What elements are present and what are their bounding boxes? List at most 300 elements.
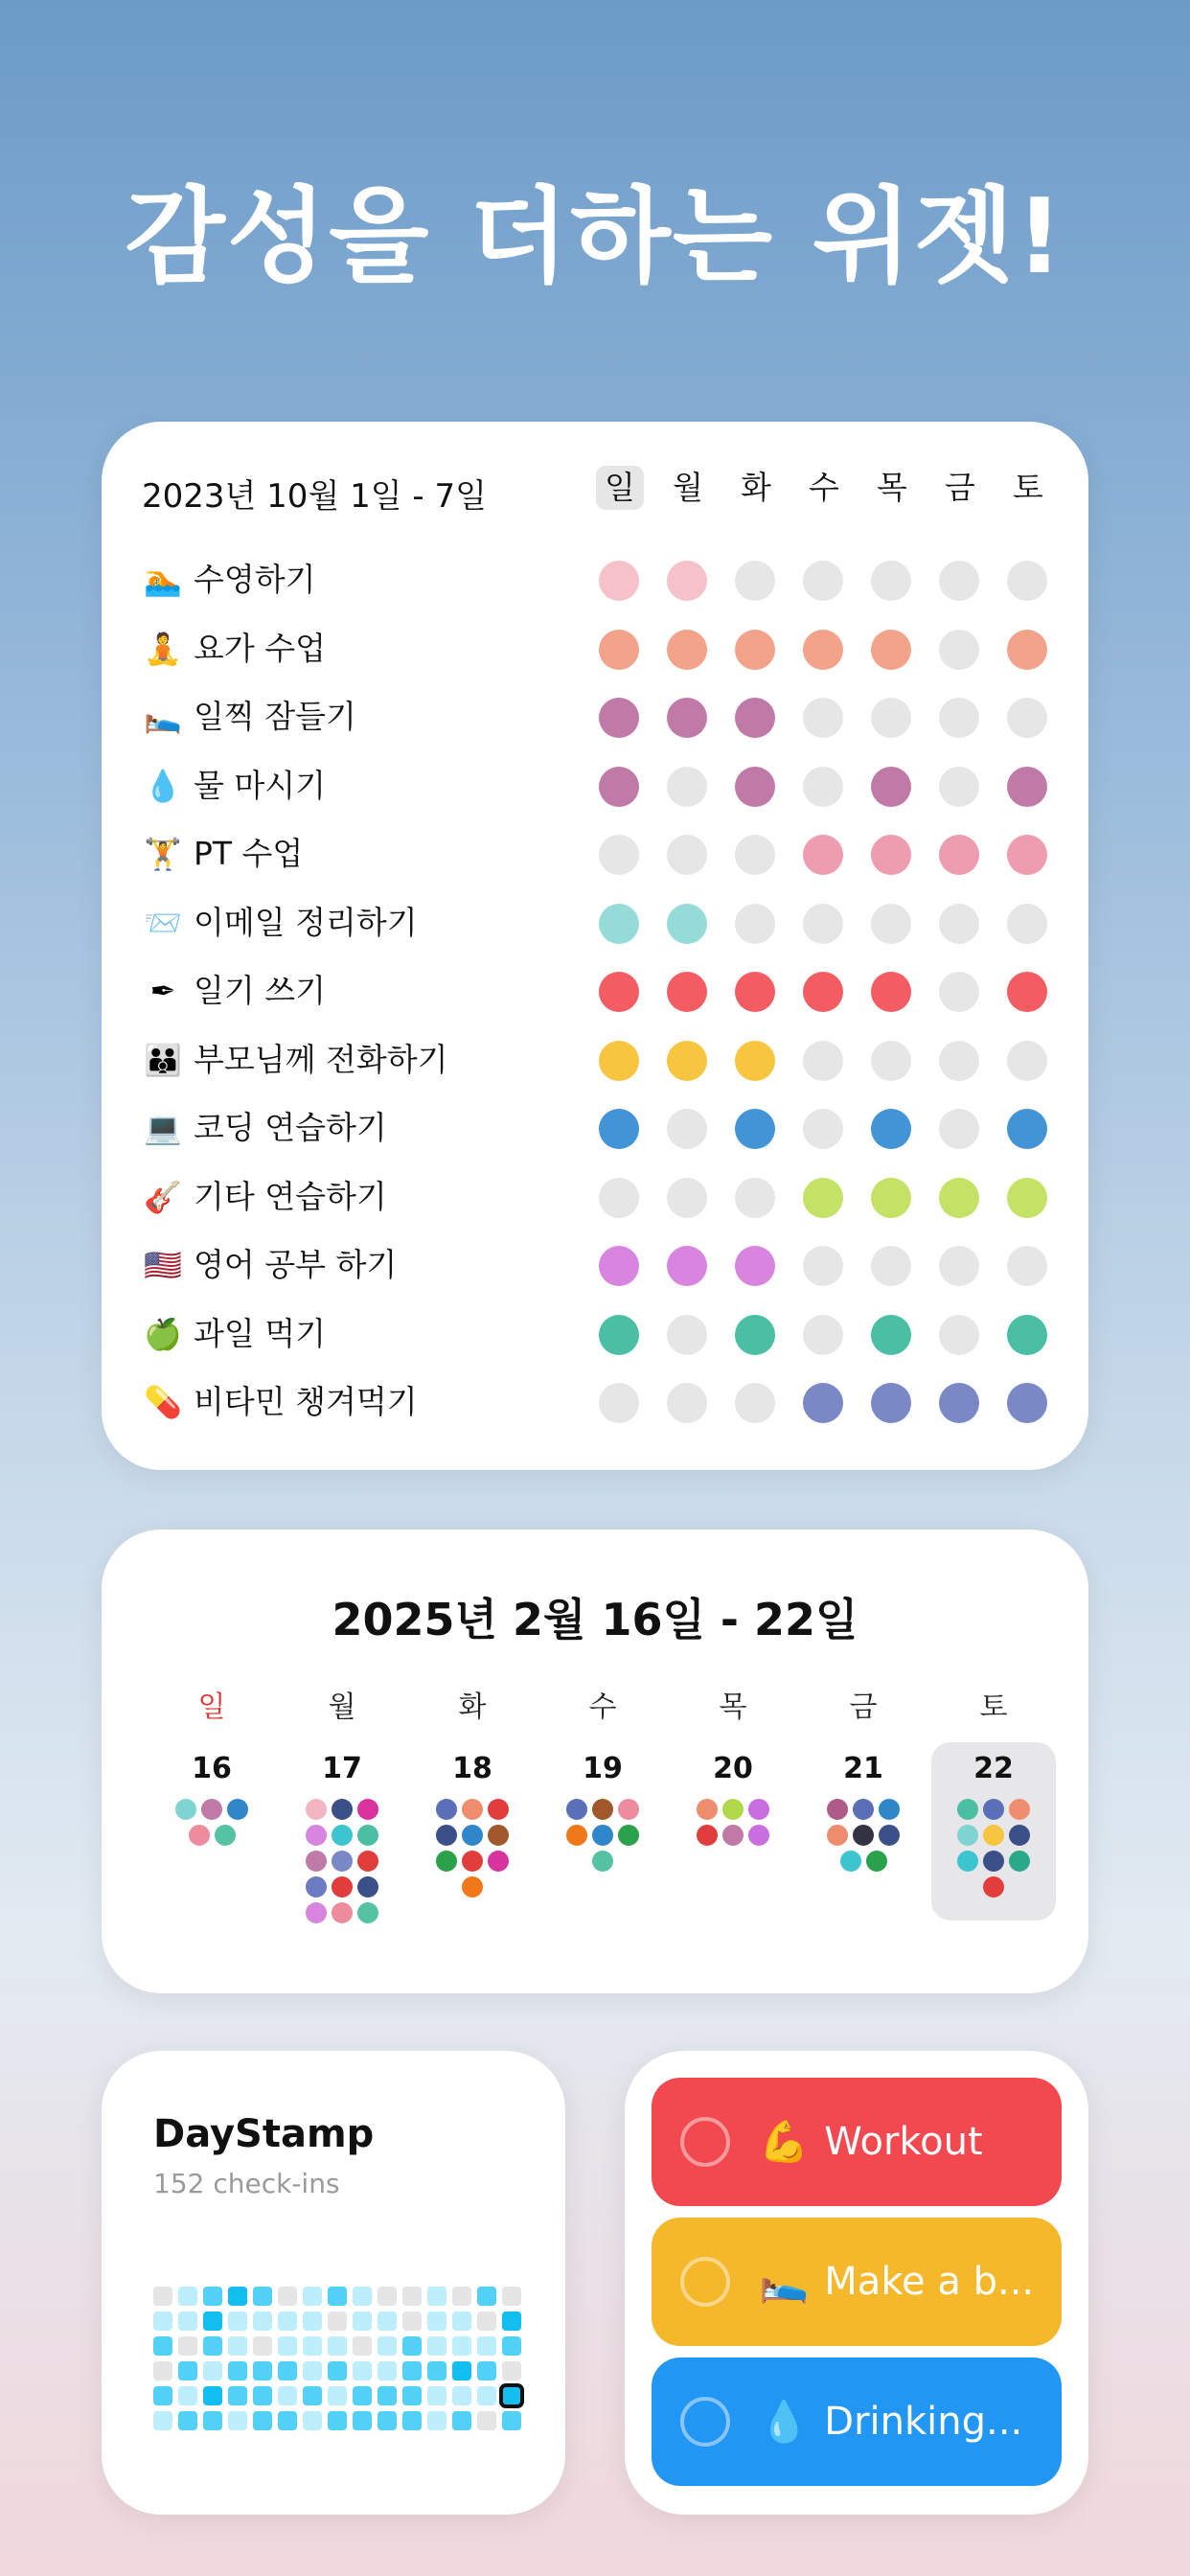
heatmap-cell (353, 2361, 372, 2380)
checkin-dot (201, 1799, 222, 1820)
checkin-dot (306, 1825, 327, 1846)
habit-dot-done[interactable] (871, 835, 911, 875)
heatmap-cell (402, 2386, 422, 2405)
heatmap-cell (278, 2336, 297, 2356)
habit-dot-empty[interactable] (871, 1246, 911, 1286)
habit-row (142, 551, 1062, 609)
checkin-dot (436, 1799, 457, 1820)
checkin-dot (1009, 1799, 1030, 1820)
checkin-dot (983, 1799, 1004, 1820)
heatmap-cell (303, 2361, 322, 2380)
weekday-label: 금 (945, 469, 975, 506)
habit-dot-done[interactable] (939, 835, 979, 875)
daystamp-widget[interactable] (102, 2051, 565, 2515)
habit-label: 과일 먹기 (194, 1314, 327, 1352)
checkin-dot (866, 1851, 887, 1872)
habit-dot-done[interactable] (871, 1383, 911, 1423)
calendar-week-title: 2025년 2월 16일 - 22일 (332, 1594, 858, 1645)
checkin-dot (357, 1876, 378, 1898)
habit-dot-done[interactable] (1007, 1109, 1047, 1149)
heatmap-cell (228, 2361, 247, 2380)
habit-dot-done[interactable] (735, 1246, 775, 1286)
habit-dot-empty[interactable] (939, 698, 979, 738)
weekday-label: 월 (328, 1690, 356, 1724)
checkin-dot (697, 1799, 718, 1820)
habit-dot-done[interactable] (939, 1178, 979, 1218)
habit-dot-empty[interactable] (599, 835, 639, 875)
heatmap-cell (427, 2386, 446, 2405)
checkin-dot (748, 1799, 769, 1820)
weekday-label: 월 (673, 469, 703, 506)
calendar-date: 17 (322, 1752, 362, 1785)
checkin-dot (488, 1851, 509, 1872)
heatmap-cell (452, 2287, 471, 2306)
habit-row (142, 1099, 1062, 1157)
habit-label: 일기 쓰기 (194, 972, 327, 1009)
habit-dot-empty[interactable] (1007, 904, 1047, 944)
checkin-dot (332, 1799, 353, 1820)
checkin-dot (853, 1799, 874, 1820)
heatmap-cell (353, 2386, 372, 2405)
checkin-dot (983, 1876, 1004, 1898)
calendar-day-cell[interactable] (280, 1742, 404, 1923)
habit-dot-done[interactable] (667, 561, 707, 601)
checkin-dots (294, 1799, 390, 1923)
checkin-dots (164, 1799, 260, 1846)
checkin-dot (957, 1799, 978, 1820)
heatmap-cell (203, 2312, 222, 2331)
checkin-dot (462, 1876, 483, 1898)
calendar-day-cell[interactable] (149, 1742, 274, 1846)
habit-dot-done[interactable] (735, 1315, 775, 1355)
checkin-dot (357, 1825, 378, 1846)
heatmap-cell (378, 2411, 397, 2430)
heatmap-cell (353, 2336, 372, 2356)
habit-dot-empty[interactable] (939, 630, 979, 670)
checkbox-circle-icon[interactable] (680, 2257, 730, 2307)
habit-label: 일찍 잠들기 (194, 698, 356, 735)
heatmap-cell (253, 2287, 272, 2306)
heatmap-cell (278, 2361, 297, 2380)
checkin-heatmap (153, 2287, 521, 2430)
habit-dot-empty[interactable] (803, 767, 843, 807)
checkbox-circle-icon[interactable] (680, 2397, 730, 2447)
calendar-day-cell[interactable] (931, 1742, 1056, 1920)
checkin-dot (227, 1799, 248, 1820)
heatmap-cell (228, 2411, 247, 2430)
checkin-dot (840, 1851, 861, 1872)
heatmap-cell (253, 2411, 272, 2430)
checkin-dot (175, 1799, 196, 1820)
habit-dot-done[interactable] (599, 1246, 639, 1286)
heatmap-cell (502, 2287, 521, 2306)
habit-row (142, 894, 1062, 952)
heatmap-cell (278, 2287, 297, 2306)
weekday-label: 목 (719, 1690, 747, 1724)
checkin-dot (618, 1799, 639, 1820)
habit-label: 부모님께 전화하기 (194, 1040, 448, 1078)
calendar-day-cell[interactable] (540, 1742, 665, 1872)
habit-label: 요가 수업 (194, 629, 327, 667)
habit-dot-done[interactable] (1007, 1315, 1047, 1355)
water-drop-icon: 💧 (759, 2398, 810, 2445)
habit-dot-done[interactable] (871, 1178, 911, 1218)
habit-row (142, 620, 1062, 678)
checkin-dot (879, 1799, 900, 1820)
habit-dot-empty[interactable] (599, 1178, 639, 1218)
checkin-label: Drinking... (824, 2400, 1023, 2444)
heatmap-cell (402, 2287, 422, 2306)
heatmap-cell (153, 2287, 172, 2306)
flexed-biceps-icon: 💪 (759, 2118, 810, 2165)
heatmap-cell (378, 2287, 397, 2306)
heatmap-cell (278, 2312, 297, 2331)
habit-dot-done[interactable] (871, 630, 911, 670)
heatmap-cell (402, 2336, 422, 2356)
checkin-dots (946, 1799, 1041, 1898)
habit-dot-empty[interactable] (667, 767, 707, 807)
habit-dot-empty[interactable] (939, 767, 979, 807)
habit-row (142, 1168, 1062, 1226)
habit-dot-empty[interactable] (735, 1383, 775, 1423)
checkin-dot (618, 1825, 639, 1846)
checkin-dot (462, 1851, 483, 1872)
habit-dot-empty[interactable] (939, 1246, 979, 1286)
weekday-header (596, 466, 1075, 510)
heatmap-cell (427, 2411, 446, 2430)
checkin-dots (424, 1799, 520, 1898)
habit-dot-done[interactable] (599, 972, 639, 1012)
habit-dot-empty[interactable] (939, 1041, 979, 1081)
checkin-button[interactable] (652, 2218, 1062, 2346)
checkin-dot (566, 1799, 587, 1820)
checkin-dot (827, 1825, 848, 1846)
heatmap-cell (502, 2312, 521, 2331)
heatmap-cell (427, 2312, 446, 2331)
heatmap-cell (452, 2312, 471, 2331)
habit-row (142, 1031, 1062, 1089)
habit-dot-done[interactable] (1007, 835, 1047, 875)
habit-dot-done[interactable] (599, 904, 639, 944)
heatmap-cell (278, 2411, 297, 2430)
heatmap-cell (303, 2386, 322, 2405)
habit-dot-done[interactable] (735, 972, 775, 1012)
habit-dot-done[interactable] (735, 767, 775, 807)
checkin-dots (685, 1799, 781, 1846)
heatmap-cell (477, 2312, 496, 2331)
heatmap-cell (328, 2312, 347, 2331)
habit-dot-done[interactable] (871, 1315, 911, 1355)
yoga-icon: 🧘 (144, 630, 182, 667)
habit-dot-empty[interactable] (803, 1315, 843, 1355)
checkin-dot (357, 1902, 378, 1923)
heatmap-cell (328, 2336, 347, 2356)
heatmap-cell (328, 2361, 347, 2380)
habit-dot-done[interactable] (735, 1109, 775, 1149)
habit-dot-empty[interactable] (803, 561, 843, 601)
habit-dot-done[interactable] (1007, 1383, 1047, 1423)
heatmap-cell (502, 2336, 521, 2356)
habit-dot-done[interactable] (667, 1246, 707, 1286)
checkin-dot (462, 1799, 483, 1820)
heatmap-cell (378, 2336, 397, 2356)
checkin-dot (436, 1825, 457, 1846)
habit-dot-empty[interactable] (1007, 561, 1047, 601)
checkin-button[interactable] (652, 2358, 1062, 2486)
habit-dot-empty[interactable] (599, 1383, 639, 1423)
heatmap-cell (178, 2287, 197, 2306)
habit-dot-done[interactable] (803, 1383, 843, 1423)
checkin-dot (983, 1851, 1004, 1872)
weekday-label: 수 (588, 1690, 617, 1724)
habit-dot-done[interactable] (871, 1109, 911, 1149)
habit-dot-done[interactable] (667, 698, 707, 738)
heatmap-cell (328, 2386, 347, 2405)
heatmap-cell (303, 2312, 322, 2331)
heatmap-cell (153, 2386, 172, 2405)
calendar-date: 22 (973, 1752, 1014, 1785)
weekday-label: 금 (849, 1690, 878, 1724)
bed-icon: 🛌 (759, 2258, 810, 2305)
habit-dot-done[interactable] (735, 698, 775, 738)
weekday-label: 토 (1013, 469, 1043, 506)
habit-dot-empty[interactable] (871, 561, 911, 601)
habit-label: 영어 공부 하기 (194, 1246, 398, 1283)
heatmap-cell (378, 2312, 397, 2331)
habit-dot-done[interactable] (871, 972, 911, 1012)
habit-dot-done[interactable] (667, 972, 707, 1012)
calendar-date: 20 (713, 1752, 753, 1785)
habit-dot-done[interactable] (599, 630, 639, 670)
habit-dot-empty[interactable] (803, 1246, 843, 1286)
weekday-label: 일 (596, 466, 644, 510)
heatmap-cell (153, 2361, 172, 2380)
habit-dot-empty[interactable] (667, 1109, 707, 1149)
heatmap-cell (402, 2361, 422, 2380)
heatmap-cell (203, 2361, 222, 2380)
habit-dot-done[interactable] (667, 1041, 707, 1081)
heatmap-cell (477, 2386, 496, 2405)
heatmap-cell (253, 2312, 272, 2331)
checkin-dot (306, 1902, 327, 1923)
habit-dot-done[interactable] (735, 1041, 775, 1081)
habit-dot-done[interactable] (667, 630, 707, 670)
habit-dot-empty[interactable] (871, 904, 911, 944)
habit-dot-done[interactable] (599, 1315, 639, 1355)
family-icon: 👪 (144, 1041, 182, 1078)
water-drop-icon: 💧 (144, 767, 182, 804)
heatmap-cell (178, 2411, 197, 2430)
heatmap-cell (477, 2411, 496, 2430)
checkin-dot (488, 1799, 509, 1820)
checkin-dot (592, 1799, 613, 1820)
habit-dot-done[interactable] (667, 904, 707, 944)
weekly-habit-widget[interactable] (102, 422, 1088, 1470)
weightlifting-icon: 🏋 (144, 836, 182, 872)
heatmap-cell (427, 2287, 446, 2306)
weekday-label: 화 (741, 469, 771, 506)
heatmap-cell (153, 2336, 172, 2356)
checkin-dot (436, 1851, 457, 1872)
habit-dot-empty[interactable] (1007, 698, 1047, 738)
habit-dot-done[interactable] (939, 1383, 979, 1423)
habit-dot-done[interactable] (735, 630, 775, 670)
heatmap-cell (303, 2287, 322, 2306)
checkin-dot (853, 1825, 874, 1846)
heatmap-cell (477, 2336, 496, 2356)
heatmap-cell (153, 2411, 172, 2430)
weekday-label: 화 (458, 1690, 487, 1724)
habit-dot-empty[interactable] (1007, 1041, 1047, 1081)
daystamp-title: DayStamp (153, 2112, 375, 2156)
habit-dot-done[interactable] (1007, 630, 1047, 670)
inbox-icon: 📨 (144, 904, 182, 941)
habit-dot-done[interactable] (599, 1109, 639, 1149)
heatmap-cell (427, 2361, 446, 2380)
headline: 감성을 더하는 위젯! (125, 177, 1065, 297)
habit-dot-empty[interactable] (735, 1178, 775, 1218)
quick-checkin-widget (625, 2051, 1088, 2515)
habit-dot-empty[interactable] (803, 904, 843, 944)
heatmap-cell (452, 2361, 471, 2380)
checkin-dot (306, 1851, 327, 1872)
calendar-date: 19 (583, 1752, 623, 1785)
habit-label: 비타민 챙겨먹기 (194, 1383, 418, 1420)
heatmap-cell (203, 2287, 222, 2306)
habit-label: 이메일 정리하기 (194, 903, 418, 941)
heatmap-cell (178, 2386, 197, 2405)
habit-dot-empty[interactable] (667, 1178, 707, 1218)
checkin-dots (815, 1799, 911, 1872)
calendar-date: 18 (452, 1752, 492, 1785)
heatmap-cell (502, 2361, 521, 2380)
habit-dot-empty[interactable] (939, 561, 979, 601)
habit-dot-done[interactable] (1007, 1178, 1047, 1218)
habit-dot-empty[interactable] (667, 1383, 707, 1423)
checkin-dot (488, 1825, 509, 1846)
checkin-dot (957, 1825, 978, 1846)
habit-dot-empty[interactable] (667, 1315, 707, 1355)
selected-day-cell (502, 2386, 521, 2405)
weekday-label: 목 (877, 469, 907, 506)
checkin-dot (215, 1825, 236, 1846)
heatmap-cell (477, 2361, 496, 2380)
habit-dot-empty[interactable] (1007, 1246, 1047, 1286)
habit-dot-done[interactable] (803, 1178, 843, 1218)
habit-dot-done[interactable] (599, 1041, 639, 1081)
habit-dot-empty[interactable] (735, 835, 775, 875)
heatmap-cell (353, 2411, 372, 2430)
checkin-dot (827, 1799, 848, 1820)
heatmap-cell (452, 2336, 471, 2356)
heatmap-cell (477, 2287, 496, 2306)
habit-dot-empty[interactable] (735, 904, 775, 944)
heatmap-cell (328, 2287, 347, 2306)
weekly-calendar-widget[interactable] (102, 1530, 1088, 1993)
habit-dot-done[interactable] (803, 835, 843, 875)
pen-icon: ✒ (149, 973, 176, 1009)
heatmap-cell (402, 2312, 422, 2331)
heatmap-cell (178, 2361, 197, 2380)
habit-label: 물 마시기 (194, 766, 327, 804)
habit-row (142, 962, 1062, 1020)
checkin-button[interactable] (652, 2078, 1062, 2206)
heatmap-cell (228, 2287, 247, 2306)
heatmap-cell (303, 2411, 322, 2430)
heatmap-cell (178, 2312, 197, 2331)
habit-dot-empty[interactable] (803, 698, 843, 738)
habit-dot-empty[interactable] (939, 1315, 979, 1355)
checkin-dot (1009, 1851, 1030, 1872)
checkin-dot (592, 1825, 613, 1846)
guitar-icon: 🎸 (144, 1178, 182, 1215)
heatmap-cell (253, 2386, 272, 2405)
apple-icon: 🍏 (144, 1315, 182, 1352)
habit-row (142, 757, 1062, 815)
checkin-dot (1009, 1825, 1030, 1846)
checkin-dot (957, 1851, 978, 1872)
calendar-day-cell[interactable] (410, 1742, 535, 1898)
laptop-icon: 💻 (144, 1110, 182, 1146)
habit-dot-done[interactable] (803, 972, 843, 1012)
heatmap-cell (402, 2411, 422, 2430)
heatmap-cell (328, 2411, 347, 2430)
heatmap-cell (353, 2287, 372, 2306)
checkin-label: Workout (824, 2120, 983, 2164)
swimming-icon: 🏊 (144, 562, 182, 598)
heatmap-cell (452, 2386, 471, 2405)
checkin-dot (697, 1825, 718, 1846)
pill-icon: 💊 (144, 1384, 182, 1420)
habit-dot-done[interactable] (599, 561, 639, 601)
checkin-dot (722, 1825, 744, 1846)
checkin-dot (306, 1876, 327, 1898)
habit-dot-empty[interactable] (667, 835, 707, 875)
habit-label: 코딩 연습하기 (194, 1109, 387, 1146)
checkbox-circle-icon[interactable] (680, 2117, 730, 2167)
heatmap-cell (153, 2312, 172, 2331)
weekday-label: 토 (979, 1690, 1008, 1724)
checkin-dot (332, 1825, 353, 1846)
habit-dot-done[interactable] (1007, 972, 1047, 1012)
habit-dot-empty[interactable] (871, 698, 911, 738)
habit-dot-done[interactable] (599, 698, 639, 738)
heatmap-cell (353, 2312, 372, 2331)
heatmap-cell (378, 2361, 397, 2380)
habit-dot-empty[interactable] (939, 1109, 979, 1149)
checkin-dot (332, 1851, 353, 1872)
habit-dot-done[interactable] (803, 630, 843, 670)
habit-dot-empty[interactable] (939, 972, 979, 1012)
habit-dot-done[interactable] (1007, 767, 1047, 807)
calendar-day-cell[interactable] (671, 1742, 795, 1846)
heatmap-cell (303, 2336, 322, 2356)
weekday-label: 일 (197, 1690, 226, 1724)
habit-dot-empty[interactable] (803, 1109, 843, 1149)
habit-row (142, 825, 1062, 883)
checkin-dot (332, 1876, 353, 1898)
habit-dot-done[interactable] (871, 767, 911, 807)
calendar-date: 16 (192, 1752, 232, 1785)
calendar-day-cell[interactable] (801, 1742, 926, 1872)
checkin-dot (462, 1825, 483, 1846)
habit-dot-done[interactable] (599, 767, 639, 807)
habit-dot-empty[interactable] (735, 561, 775, 601)
habit-dot-empty[interactable] (803, 1041, 843, 1081)
habit-dot-empty[interactable] (939, 904, 979, 944)
habit-dot-empty[interactable] (871, 1041, 911, 1081)
checkin-dot (357, 1851, 378, 1872)
